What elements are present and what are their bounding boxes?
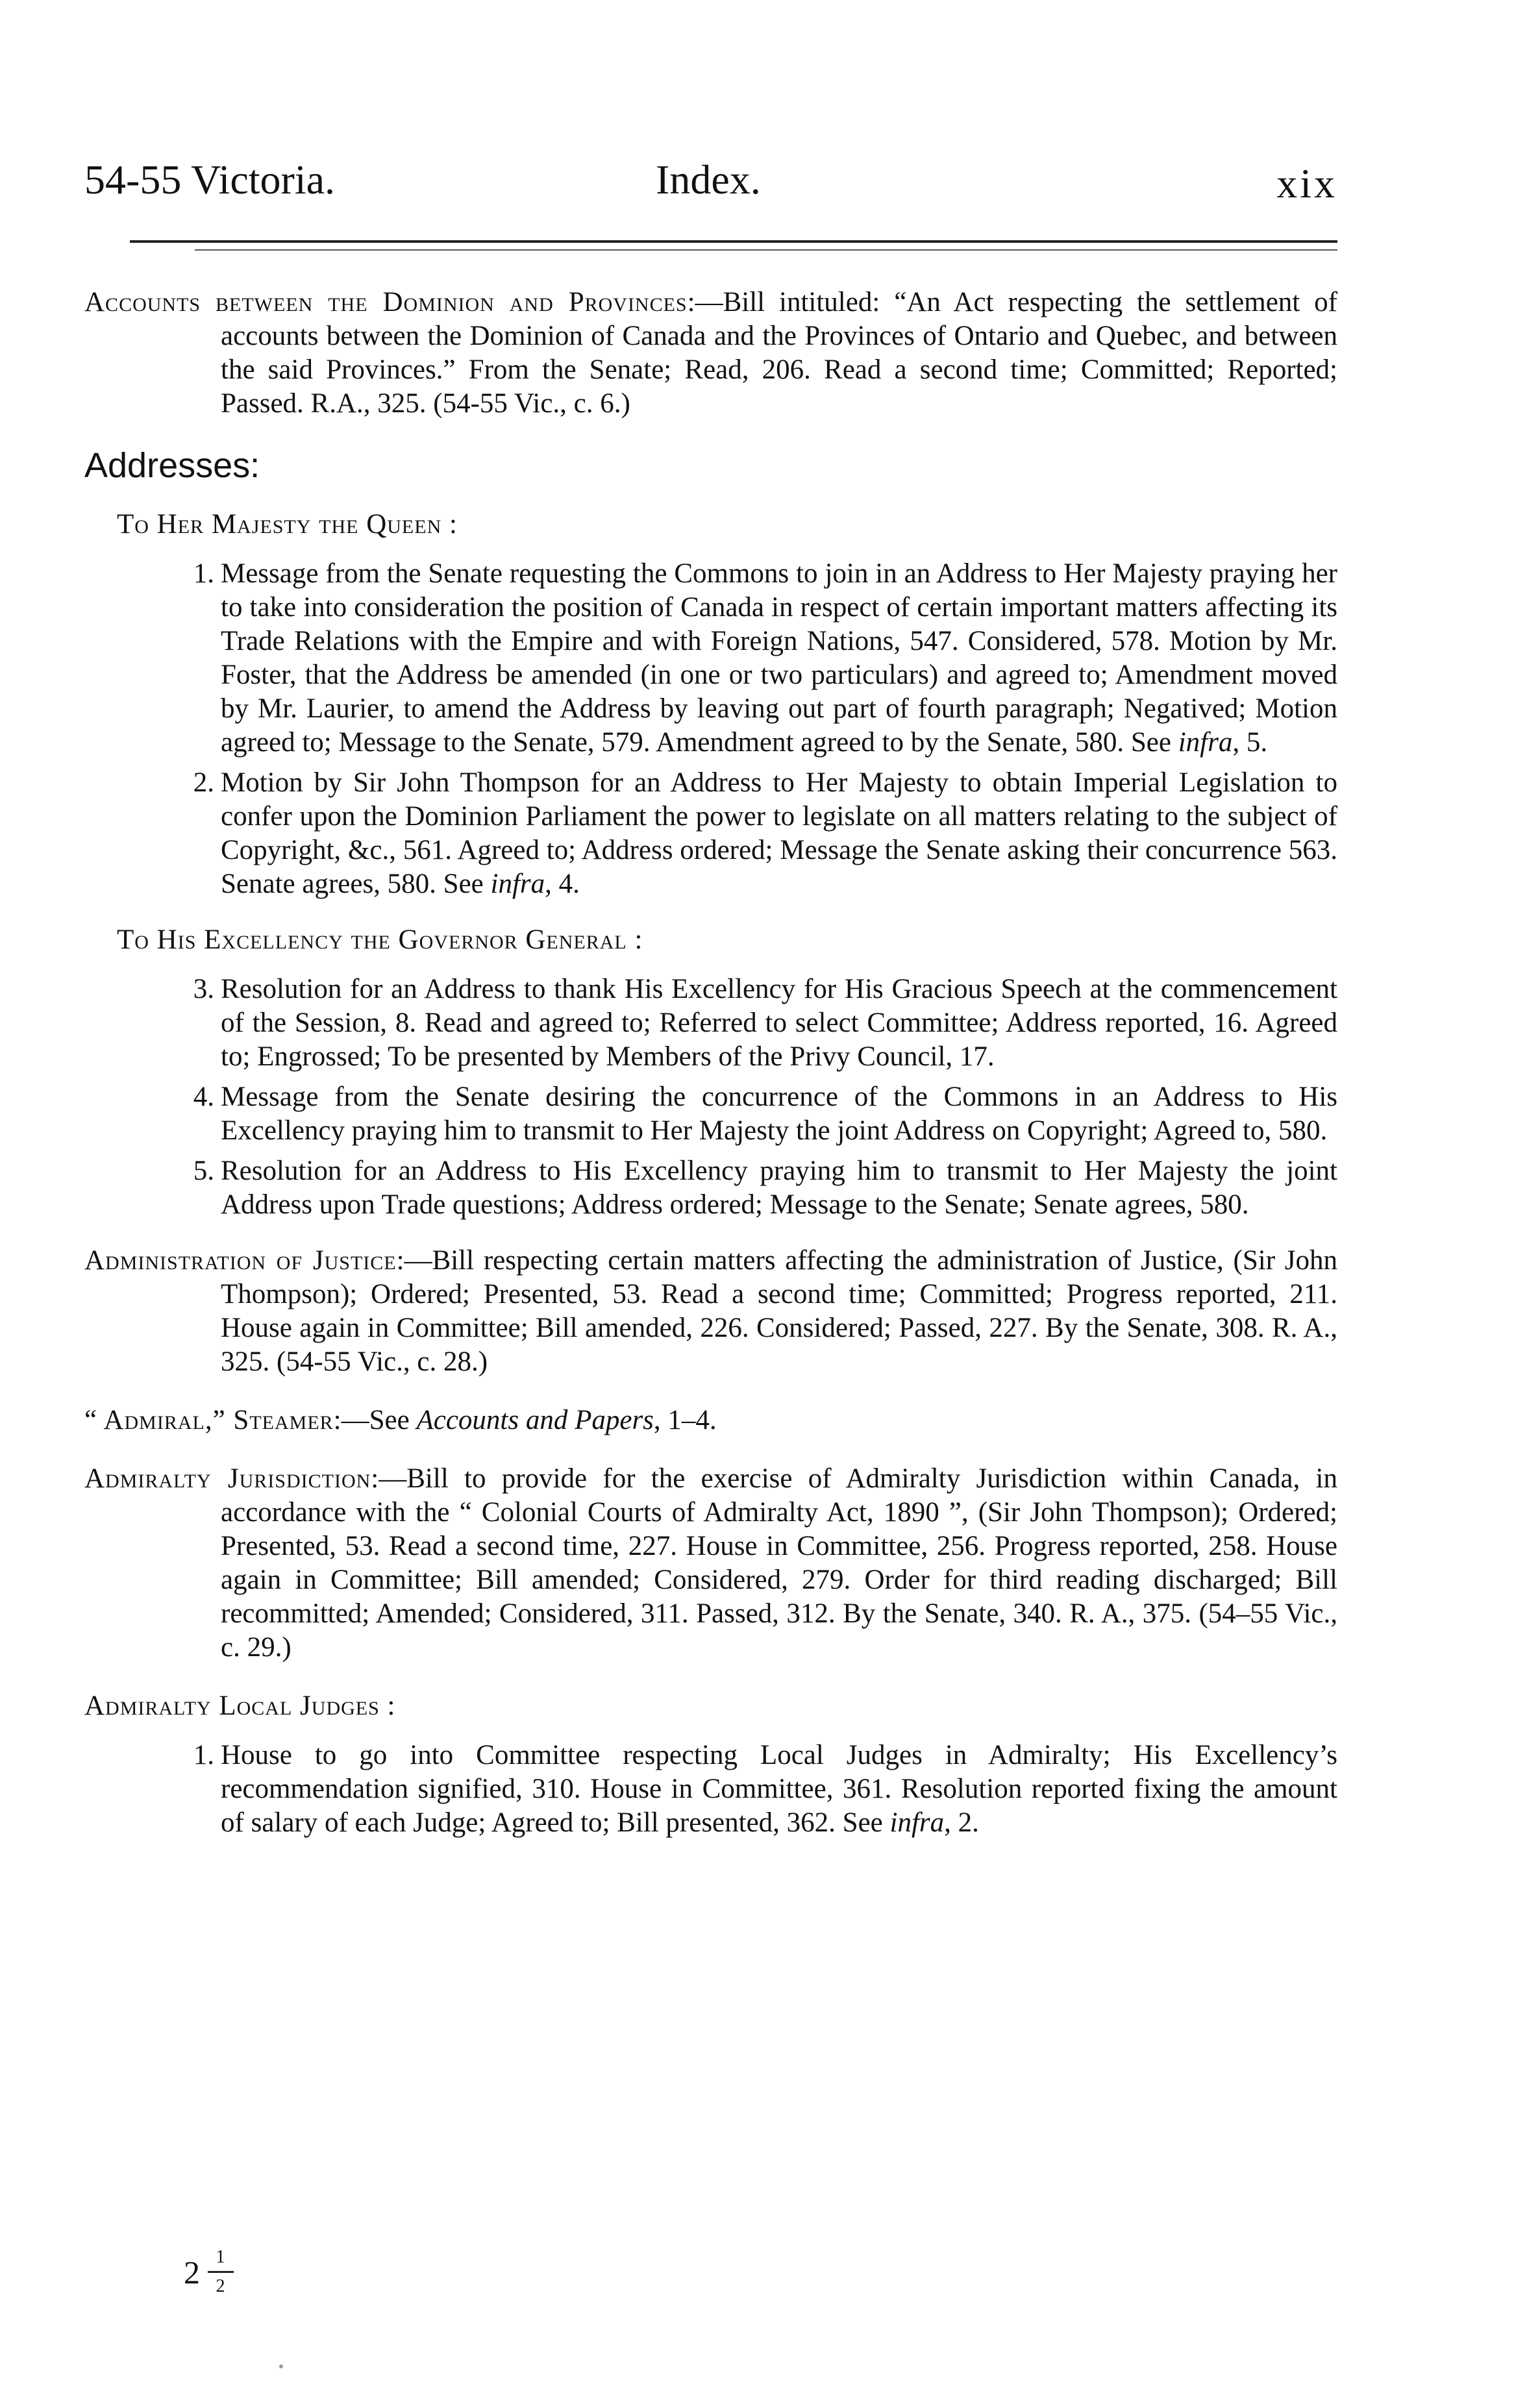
item-text: Resolution for an Address to His Excellency praying him to transmit to Her Majesty the joint Address upon Trade questions; Address ordered; Message to the Senate; Senate agrees, 580.	[221, 1156, 1337, 1220]
item-number: 1.	[193, 558, 214, 589]
item-reference: infra	[1178, 727, 1233, 758]
item-text-end: , 5.	[1232, 727, 1268, 758]
item-number: 1.	[193, 1740, 214, 1770]
fraction-bar	[208, 2271, 234, 2273]
stray-mark	[279, 2364, 283, 2368]
entry-title: Admiralty Jurisdiction	[84, 1463, 371, 1494]
header-rule-thin	[195, 249, 1337, 251]
signature-denominator: 2	[216, 2276, 225, 2296]
list-item	[84, 1080, 1337, 1148]
page-title: Index.	[656, 156, 761, 203]
item-text: Message from the Senate requesting the Commons to join in an Address to Her Majesty praying her to take into consideration the position of Canada in respect of certain important matters affecting its Trade Relations with the Empire and with Foreign Nations, 547. Considered, 578. Motion by Mr. Foster, that the Address be amended (in one or two particulars) and agreed to; Amendment moved by Mr. Laurier, to amend the Address by leaving out part of fourth paragraph; Negatived; Motion agreed to; Message to the Senate, 579. Amendment agreed to by the Senate, 580. See	[221, 558, 1337, 758]
item-text: House to go into Committee respecting Local Judges in Admiralty; His Excellency’s recommendation signified, 310. House in Committee, 361. Resolution reported fixing the amount of salary of each Judge; Agreed to; Bill presented, 362. See	[221, 1740, 1337, 1838]
page-number: xix	[1276, 160, 1337, 206]
entry-text: :—See	[333, 1405, 417, 1435]
item-text-end: , 4.	[545, 869, 580, 899]
list-item	[84, 1739, 1337, 1840]
item-text-end: , 2.	[944, 1807, 979, 1838]
signature-numerator: 1	[216, 2247, 225, 2267]
index-content	[84, 286, 1337, 1846]
entry-text-end: , 1–4.	[653, 1405, 717, 1435]
item-text: Message from the Senate desiring the concurrence of the Commons in an Address to His Excellency praying him to transmit to Her Majesty the joint Address on Copyright; Agreed to, 580.	[221, 1082, 1337, 1146]
entry-title: Administration of Justice	[84, 1245, 397, 1276]
entry-administration-of-justice	[84, 1244, 1337, 1379]
entry-text: :—Bill respecting certain matters affecting the administration of Justice, (Sir John Thompson); Ordered; Presented, 53. Read a second time; Committed; Progress reported, 211. House again in Committee; Bill amended, 226. Considered; Passed, 227. By the Senate, 308. R. A., 325. (54-55 Vic., c. 28.)	[221, 1245, 1337, 1377]
signature-mark	[184, 2246, 234, 2298]
entry-title-admiralty-local-judges: Admiralty Local Judges :	[84, 1691, 396, 1721]
section-heading-addresses: Addresses:	[84, 446, 260, 485]
entry-reference: Accounts and Papers	[416, 1405, 654, 1435]
entry-accounts	[84, 286, 1337, 421]
list-item	[84, 557, 1337, 760]
item-text: Motion by Sir John Thompson for an Address to Her Majesty to obtain Imperial Legislation to confer upon the Dominion Parliament the power to legislate on all matters relating to the subject of Copyright, &c., 561. Agreed to; Address ordered; Message the Senate asking their concurrence 563. Senate agrees, 580. See	[221, 767, 1337, 899]
item-text: Resolution for an Address to thank His Excellency for His Gracious Speech at the commencement of the Session, 8. Read and agreed to; Referred to select Committee; Address reported, 16. Agreed to; Engrossed; To be presented by Members of the Privy Council, 17.	[221, 974, 1337, 1072]
list-item	[84, 973, 1337, 1074]
item-number: 2.	[193, 767, 214, 798]
entry-title: “ Admiral,” Steamer	[84, 1405, 334, 1435]
subheading-governor: To His Excellency the Governor General :	[117, 924, 643, 955]
entry-text: :—Bill to provide for the exercise of Admiralty Jurisdiction within Canada, in accordance with the “ Colonial Courts of Admiralty Act, 1890 ”, (Sir John Thompson); Ordered; Presented, 53. Read a second time, 227. House in Committee, 256. Progress reported, 258. House again in Committee; Bill amended; Considered, 279. Order for third reading discharged; Bill recommitted; Amended; Considered, 311. Passed, 312. By the Senate, 340. R. A., 375. (54–55 Vic., c. 29.)	[221, 1463, 1337, 1663]
item-reference: infra	[490, 869, 545, 899]
item-reference: infra	[889, 1807, 945, 1838]
entry-text: :—Bill intituled: “An Act respecting the settlement of accounts between the Dominion of Canada and the Provinces of Ontario and Quebec, and between the said Provinces.” From the Senate; Read, 206. Read a second time; Committed; Reported; Passed. R.A., 325. (54-55 Vic., c. 6.)	[221, 287, 1337, 419]
list-item	[84, 1154, 1337, 1222]
list-item	[84, 766, 1337, 901]
item-number: 5.	[193, 1156, 214, 1186]
signature-whole: 2	[184, 2253, 200, 2290]
entry-title: Accounts between the Dominion and Provinces	[84, 287, 688, 317]
header-rule	[130, 240, 1337, 243]
subheading-queen: To Her Majesty the Queen :	[117, 509, 458, 539]
volume-label: 54-55 Victoria.	[84, 156, 335, 203]
entry-admiralty-jurisdiction	[84, 1462, 1337, 1665]
entry-admiral-steamer	[84, 1404, 1337, 1437]
item-number: 3.	[193, 974, 214, 1004]
item-number: 4.	[193, 1082, 214, 1112]
page-header	[84, 156, 1337, 214]
